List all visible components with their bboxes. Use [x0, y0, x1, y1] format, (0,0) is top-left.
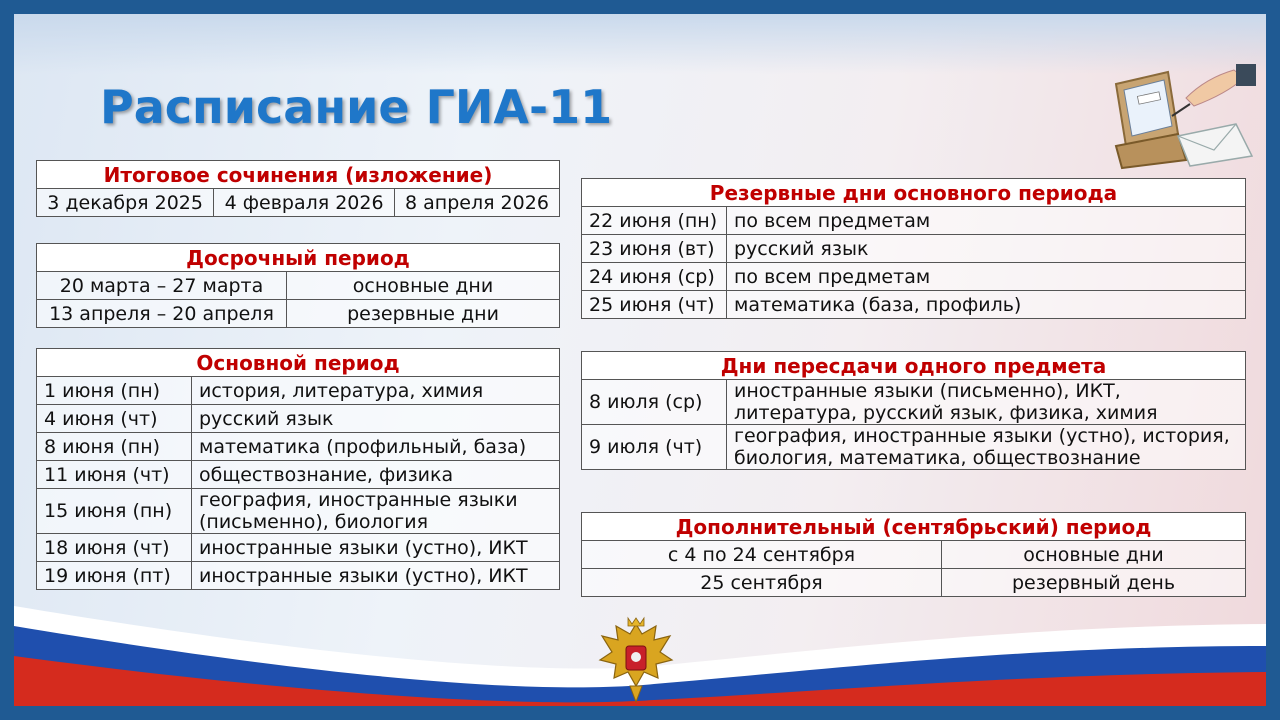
- itog-table: [36, 160, 560, 217]
- itog-date: 3 декабря 2025: [37, 189, 214, 217]
- peresd-table: [581, 351, 1246, 470]
- osn-header: Основной период: [37, 349, 560, 377]
- table-row: [582, 569, 1246, 597]
- itog-header: Итоговое сочинения (изложение): [37, 161, 560, 189]
- subjects-cell: иностранные языки (письменно), ИКТ, литература, русский язык, физика, химия: [727, 380, 1246, 425]
- subjects-cell: история, литература, химия: [192, 377, 560, 405]
- table-row: [582, 235, 1246, 263]
- slide: [14, 14, 1266, 706]
- subjects-cell: по всем предметам: [727, 207, 1246, 235]
- date-cell: 8 июля (ср): [582, 380, 727, 425]
- table-row: [37, 300, 560, 328]
- peresd-header: Дни пересдачи одного предмета: [582, 352, 1246, 380]
- table-row: [37, 534, 560, 562]
- itog-date: 8 апреля 2026: [394, 189, 559, 217]
- date-cell: 15 июня (пн): [37, 489, 192, 534]
- subjects-cell: русский язык: [727, 235, 1246, 263]
- table-row: [37, 562, 560, 590]
- period-cell: 20 марта – 27 марта: [37, 272, 287, 300]
- period-cell: 13 апреля – 20 апреля: [37, 300, 287, 328]
- date-cell: 19 июня (пт): [37, 562, 192, 590]
- table-row: [582, 425, 1246, 470]
- date-cell: 25 июня (чт): [582, 291, 727, 319]
- rezerv-table: [581, 178, 1246, 319]
- table-row: [37, 405, 560, 433]
- dosroch-table: [36, 243, 560, 328]
- dop-table: [581, 512, 1246, 597]
- date-cell: 24 июня (ср): [582, 263, 727, 291]
- subjects-cell: обществознание, физика: [192, 461, 560, 489]
- date-cell: 18 июня (чт): [37, 534, 192, 562]
- rezerv-header: Резервные дни основного периода: [582, 179, 1246, 207]
- date-cell: 22 июня (пн): [582, 207, 727, 235]
- table-row: [582, 207, 1246, 235]
- table-row: [582, 380, 1246, 425]
- subjects-cell: математика (база, профиль): [727, 291, 1246, 319]
- table-row: [37, 461, 560, 489]
- date-cell: 11 июня (чт): [37, 461, 192, 489]
- subjects-cell: география, иностранные языки (устно), история, биология, математика, обществознание: [727, 425, 1246, 470]
- table-row: [37, 489, 560, 534]
- dop-header: Дополнительный (сентябрьский) период: [582, 513, 1246, 541]
- date-cell: 4 июня (чт): [37, 405, 192, 433]
- period-cell: 25 сентября: [582, 569, 942, 597]
- subjects-cell: география, иностранные языки (письменно), биология: [192, 489, 560, 534]
- subjects-cell: иностранные языки (устно), ИКТ: [192, 562, 560, 590]
- table-row: [582, 263, 1246, 291]
- table-row: [582, 291, 1246, 319]
- table-row: [37, 433, 560, 461]
- table-row: [582, 541, 1246, 569]
- subjects-cell: по всем предметам: [727, 263, 1246, 291]
- dosroch-header: Досрочный период: [37, 244, 560, 272]
- period-cell: с 4 по 24 сентября: [582, 541, 942, 569]
- table-row: [37, 272, 560, 300]
- type-cell: резервные дни: [287, 300, 560, 328]
- page-title: Расписание ГИА-11: [100, 80, 613, 134]
- date-cell: 23 июня (вт): [582, 235, 727, 263]
- type-cell: основные дни: [942, 541, 1246, 569]
- date-cell: 8 июня (пн): [37, 433, 192, 461]
- subjects-cell: математика (профильный, база): [192, 433, 560, 461]
- subjects-cell: иностранные языки (устно), ИКТ: [192, 534, 560, 562]
- itog-date: 4 февраля 2026: [214, 189, 395, 217]
- type-cell: основные дни: [287, 272, 560, 300]
- russian-coat-of-arms-icon: [596, 616, 676, 706]
- osn-table: [36, 348, 560, 590]
- date-cell: 9 июля (чт): [582, 425, 727, 470]
- type-cell: резервный день: [942, 569, 1246, 597]
- table-row: [37, 377, 560, 405]
- computer-project-clipart-icon: [1086, 64, 1256, 176]
- subjects-cell: русский язык: [192, 405, 560, 433]
- date-cell: 1 июня (пн): [37, 377, 192, 405]
